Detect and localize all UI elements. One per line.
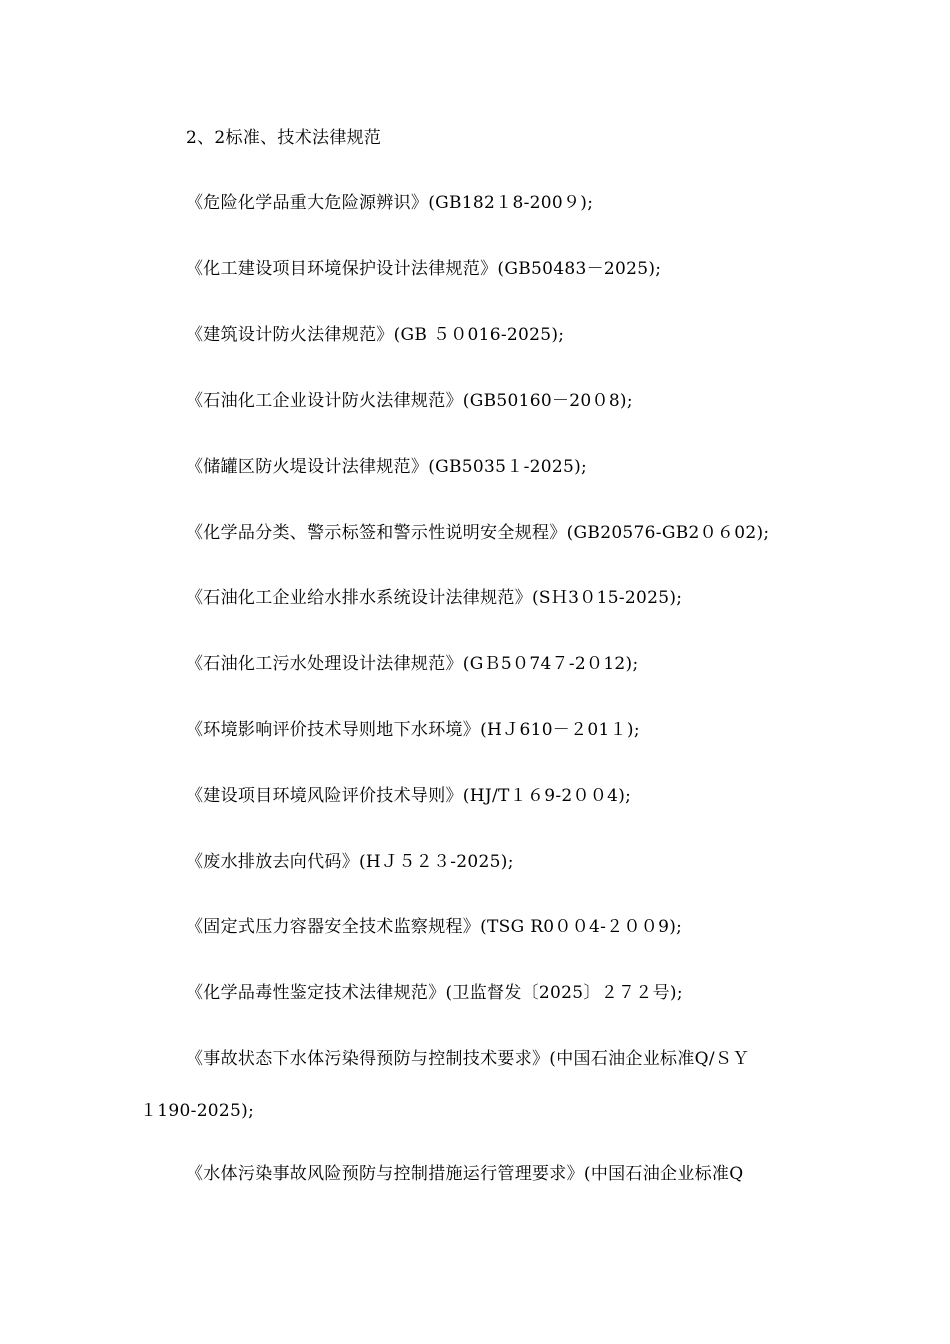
standard-entry: 《储罐区防火堤设计法律规范》(GB5035１-2025); [186, 457, 588, 477]
standard-entry: 《化工建设项目环境保护设计法律规范》(GB50483－2025); [186, 259, 662, 279]
standard-entry: 《废水排放去向代码》(HＪ５２３-2025); [186, 852, 514, 872]
standard-entry: 《化学品毒性鉴定技术法律规范》(卫监督发〔2025〕２７２号); [186, 983, 683, 1003]
standard-entry: 《环境影响评价技术导则地下水环境》(HＪ610－２01１); [186, 720, 640, 740]
standard-entry: 《建筑设计防火法律规范》(GB ５０016-2025); [186, 325, 565, 345]
standard-entry: 《石油化工企业给水排水系统设计法律规范》(SＨ3０15-2025); [186, 588, 683, 608]
standard-entry: 《石油化工污水处理设计法律规范》(GＢ5０74７-2０12); [186, 654, 639, 674]
section-heading: 2、2标准、技术法律规范 [186, 128, 382, 148]
standard-entry-wrapped-first: 《水体污染事故风险预防与控制措施运行管理要求》(中国石油企业标准Q [186, 1164, 744, 1184]
standard-entry: 《危险化学品重大危险源辨识》(GB182１8-200９); [186, 193, 594, 213]
standard-entry-wrapped-first: 《事故状态下水体污染得预防与控制技术要求》(中国石油企业标准Q/ＳＹ [186, 1049, 750, 1069]
standard-entry: 《化学品分类、警示标签和警示性说明安全规程》(GB20576-GB2０６02); [186, 523, 770, 543]
standard-entry: 《固定式压力容器安全技术监察规程》(TSG R0００4-２００9); [186, 917, 683, 937]
standard-entry: 《石油化工企业设计防火法律规范》(GB50160－20０8); [186, 391, 633, 411]
standard-entry: 《建设项目环境风险评价技术导则》(HJ/T１６9-2００4); [186, 786, 632, 806]
standard-entry-wrapped-cont: １190-2025); [140, 1101, 255, 1121]
